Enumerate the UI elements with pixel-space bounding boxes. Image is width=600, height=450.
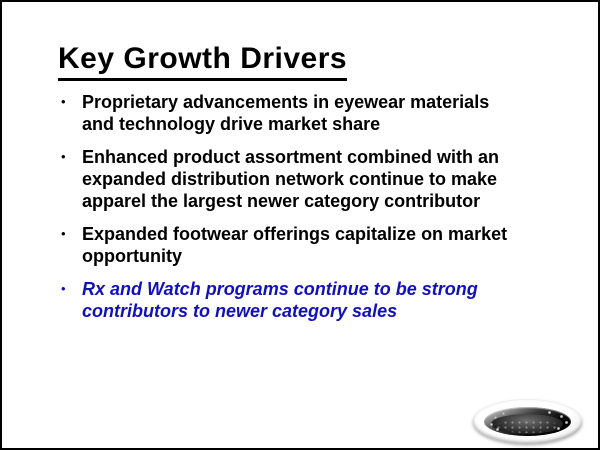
bullet-item-footwear (58, 223, 568, 267)
bullet-text-line: Expanded footwear offerings capitalize on market (82, 224, 508, 244)
bullet-text (82, 146, 568, 212)
logo-rivet (494, 416, 497, 419)
bullet-text-line: opportunity (82, 246, 182, 266)
logo-rivet (548, 411, 551, 414)
chrome-ellipse-logo (473, 400, 582, 444)
bullet-text-line: Proprietary advancements in eyewear materials (82, 92, 490, 112)
bullet-icon: • (61, 226, 66, 241)
bullet-icon: • (61, 281, 66, 296)
logo-rivet (565, 421, 568, 424)
bullet-text-line: and technology drive market share (82, 114, 381, 134)
bullet-text-line: expanded distribution network continue to make (82, 169, 498, 189)
bullet-text (82, 278, 568, 322)
bullet-text (82, 91, 568, 135)
bullet-text (82, 223, 568, 267)
slide-title: Key Growth Drivers (58, 42, 347, 81)
bullet-item-rx-watch (58, 278, 568, 322)
logo-outer-rim (473, 400, 582, 444)
logo-rivet (496, 428, 499, 431)
bullet-text-line: apparel the largest newer category contributor (82, 191, 481, 211)
bullet-item-apparel (58, 146, 568, 212)
logo-rivet (490, 423, 493, 426)
logo-dark-ring (484, 407, 571, 436)
logo-rivet (557, 427, 560, 430)
bullet-list (58, 91, 568, 333)
bullet-icon: • (61, 149, 66, 164)
logo-rivet (560, 415, 563, 418)
bullet-item-eyewear (58, 91, 568, 135)
bullet-text-line: Enhanced product assortment combined with an (82, 147, 500, 167)
bullet-text-line: contributors to newer category sales (82, 301, 398, 321)
logo-inner-bowl (491, 414, 563, 434)
logo-rivet (502, 412, 505, 415)
bullet-text-line: Rx and Watch programs continue to be strong (82, 279, 478, 299)
bullet-icon: • (61, 94, 66, 109)
